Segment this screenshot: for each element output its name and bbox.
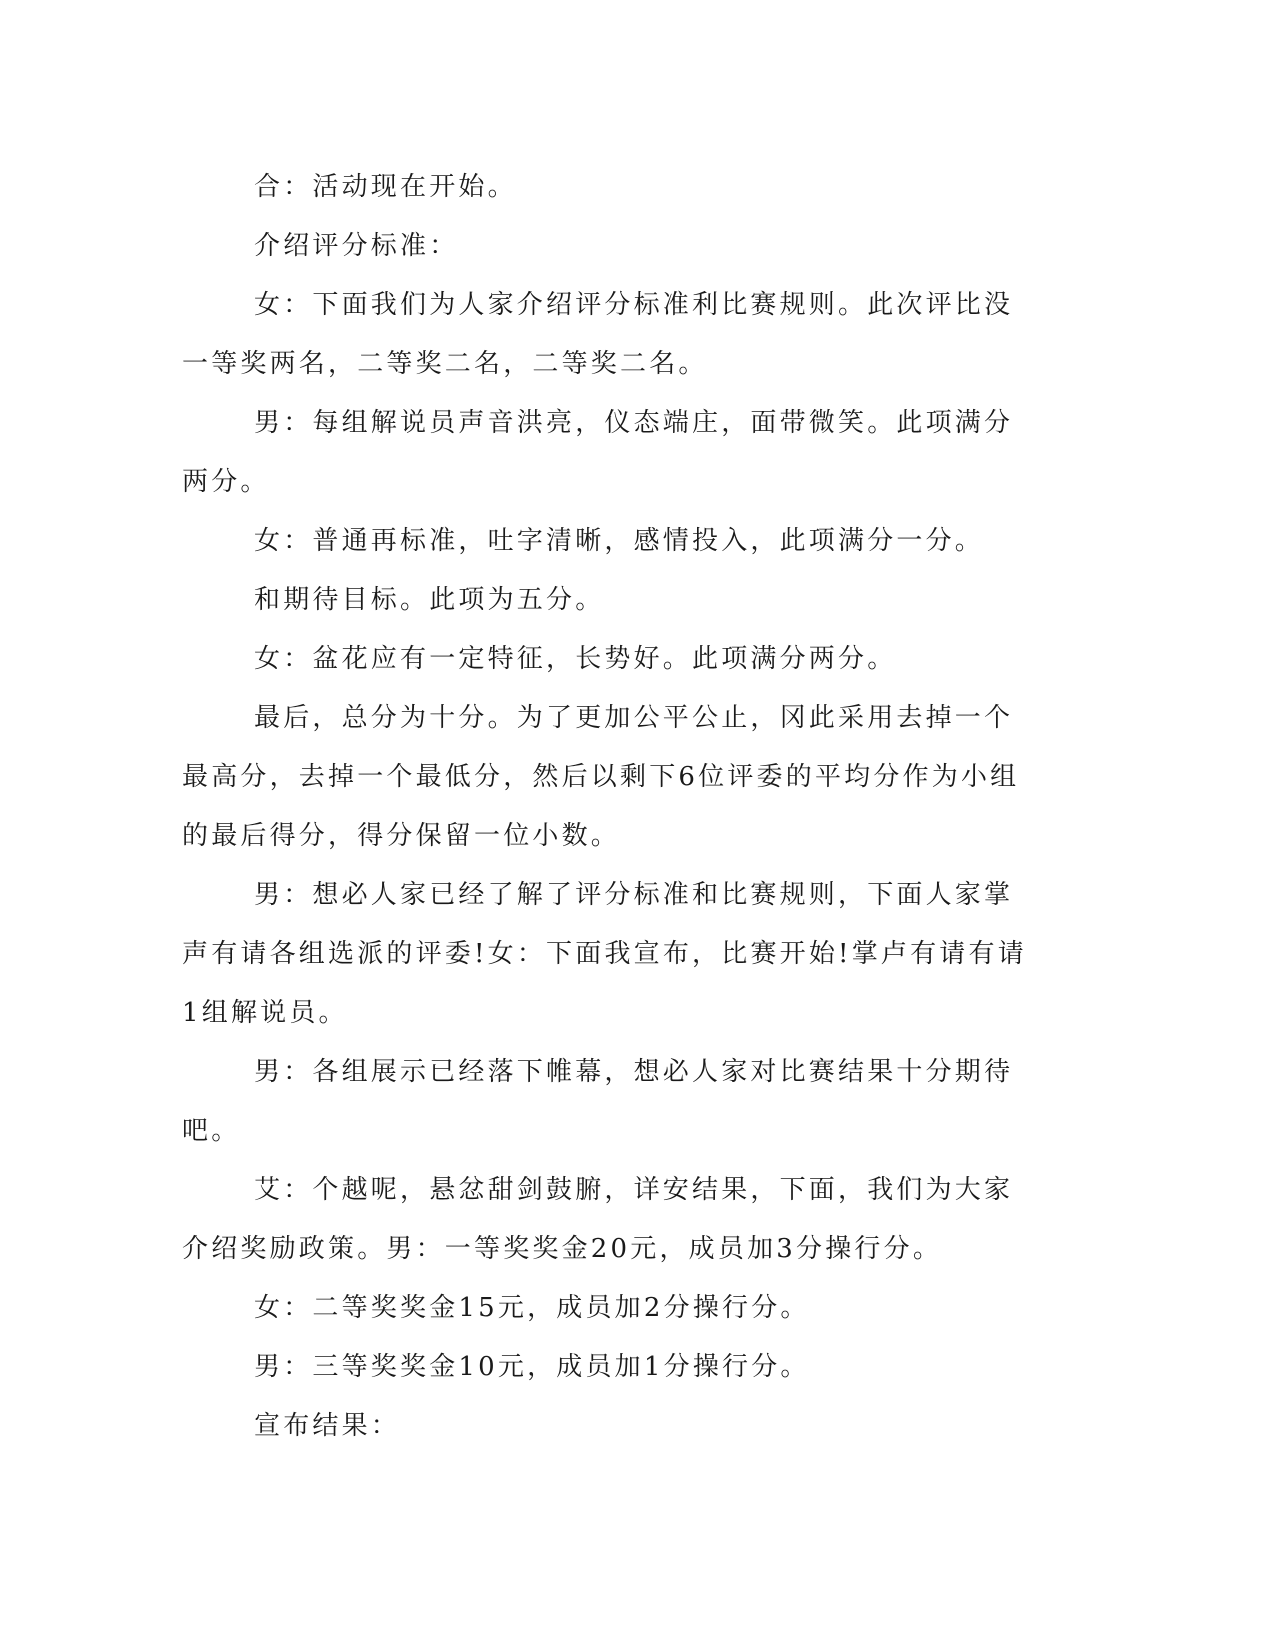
paragraph-judges-intro: 男：想必人家已经了解了评分标准和比赛规则，下面人家掌声有请各组选派的评委!女：下面我宣布，比赛开始!掌卢有请有请1组解说员。 bbox=[182, 880, 1027, 1028]
paragraph-announce-results: 宣布结果： bbox=[254, 1411, 401, 1441]
paragraph-second-prize: 女：二等奖奖金15元，成员加2分操行分。 bbox=[254, 1293, 810, 1323]
paragraph-third-prize: 男：三等奖奖金10元，成员加1分操行分。 bbox=[254, 1352, 810, 1382]
paragraph-goal-criteria: 和期待目标。此项为五分。 bbox=[254, 585, 605, 615]
paragraph-voice-criteria: 男：每组解说员声音洪亮，仪态端庄，面带微笑。此项满分两分。 bbox=[182, 408, 1014, 497]
paragraph-plant-criteria: 女：盆花应有一定特征，长势好。此项满分两分。 bbox=[254, 644, 897, 674]
paragraph-start: 合：活动现在开始。 bbox=[254, 172, 517, 202]
document-body bbox=[182, 158, 1032, 1456]
paragraph-mandarin-criteria: 女：普通再标准，吐字清晰，感情投入，此项满分一分。 bbox=[254, 526, 985, 556]
paragraph-reward-policy: 艾：个越呢，悬忿甜剑鼓腑，详安结果，下面，我们为大家介绍奖励政策。男：一等奖奖金20元，成员加3分操行分。 bbox=[182, 1175, 1014, 1264]
paragraph-total-score: 最后，总分为十分。为了更加公平公止，冈此采用去掉一个最高分，去掉一个最低分，然后以剩下6位评委的平均分作为小组的最后得分，得分保留一位小数。 bbox=[182, 703, 1020, 851]
paragraph-scoring-heading: 介绍评分标准： bbox=[254, 231, 459, 261]
paragraph-presentation-end: 男：各组展示已经落下帷幕，想必人家对比赛结果十分期待吧。 bbox=[182, 1057, 1014, 1146]
paragraph-rules-intro: 女：下面我们为人家介绍评分标准利比赛规则。此次评比没一等奖两名，二等奖二名，二等奖二名。 bbox=[182, 290, 1014, 379]
